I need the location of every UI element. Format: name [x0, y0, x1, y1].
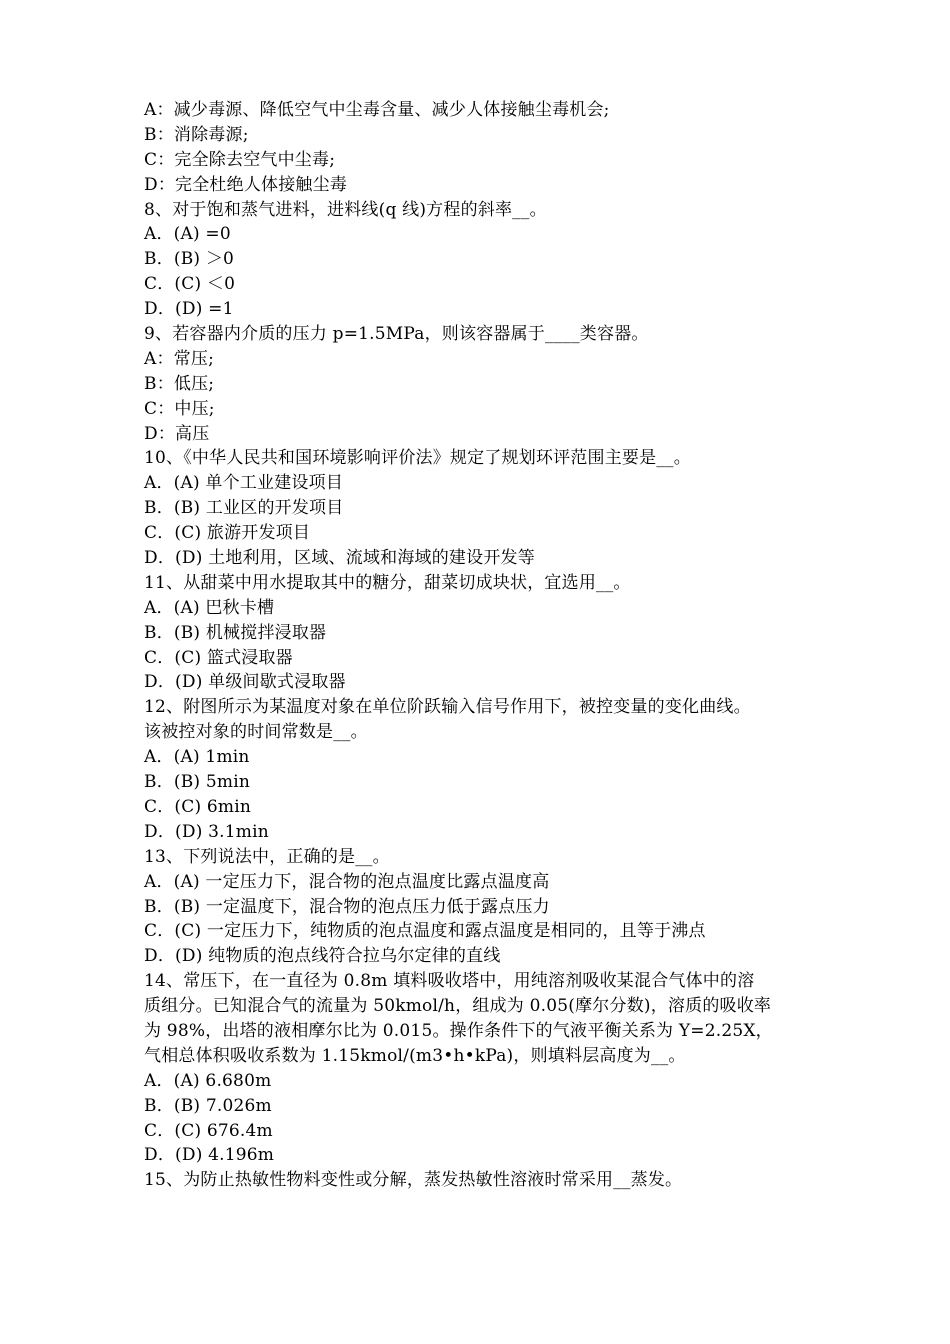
question-12-line-1: 12、附图所示为某温度对象在单位阶跃输入信号作用下，被控变量的变化曲线。	[144, 697, 751, 718]
option-11c: C．(C) 篮式浸取器	[144, 647, 293, 668]
option-13d: D．(D) 纯物质的泡点线符合拉乌尔定律的直线	[144, 946, 501, 967]
option-14a: A．(A) 6.680m	[144, 1070, 272, 1091]
option-9a: A：常压;	[144, 348, 215, 369]
option-9d: D：高压	[144, 423, 210, 444]
question-8: 8、对于饱和蒸气进料，进料线(q 线)方程的斜率__。	[144, 199, 547, 220]
option-14b: B．(B) 7.026m	[144, 1095, 272, 1116]
option-8c: C．(C) ＜0	[144, 274, 236, 295]
option-8d: D．(D) =1	[144, 299, 234, 320]
question-11: 11、从甜菜中用水提取其中的糖分，甜菜切成块状，宜选用__。	[144, 572, 631, 593]
option-11d: D．(D) 单级间歇式浸取器	[144, 672, 346, 693]
option-7c: C：完全除去空气中尘毒;	[144, 149, 336, 170]
option-7a: A：减少毒源、降低空气中尘毒含量、减少人体接触尘毒机会;	[144, 100, 610, 120]
option-11a: A．(A) 巴秋卡槽	[144, 597, 275, 618]
document-body	[144, 98, 824, 1193]
option-14d: D．(D) 4.196m	[144, 1145, 275, 1166]
question-10: 10、《中华人民共和国环境影响评价法》规定了规划环评范围主要是__。	[144, 448, 691, 469]
option-13b: B．(B) 一定温度下，混合物的泡点压力低于露点压力	[144, 896, 550, 917]
question-14-line-1: 14、常压下，在一直径为 0.8m 填料吸收塔中，用纯溶剂吸收某混合气体中的溶	[144, 971, 755, 992]
option-9c: C：中压;	[144, 398, 215, 419]
question-14-line-2: 质组分。已知混合气的流量为 50kmol/h，组成为 0.05(摩尔分数)，溶质的吸收率	[144, 996, 772, 1017]
option-10a: A．(A) 单个工业建设项目	[144, 473, 344, 494]
question-13: 13、下列说法中，正确的是__。	[144, 846, 390, 867]
option-10b: B．(B) 工业区的开发项目	[144, 498, 344, 519]
option-12d: D．(D) 3.1min	[144, 821, 269, 842]
option-7b: B：消除毒源;	[144, 124, 249, 145]
option-12b: B．(B) 5min	[144, 772, 250, 793]
question-15: 15、为防止热敏性物料变性或分解，蒸发热敏性溶液时常采用__蒸发。	[144, 1170, 683, 1191]
question-9: 9、若容器内介质的压力 p=1.5MPa，则该容器属于____类容器。	[144, 324, 649, 345]
option-7d: D：完全杜绝人体接触尘毒	[144, 174, 348, 195]
option-8a: A．(A) =0	[144, 224, 231, 245]
option-10d: D．(D) 土地利用，区域、流域和海域的建设开发等	[144, 548, 535, 569]
option-9b: B：低压;	[144, 373, 215, 394]
option-12a: A．(A) 1min	[144, 747, 250, 768]
option-13a: A．(A) 一定压力下，混合物的泡点温度比露点温度高	[144, 871, 550, 892]
question-12-line-2: 该被控对象的时间常数是__。	[144, 722, 368, 743]
option-11b: B．(B) 机械搅拌浸取器	[144, 622, 327, 643]
question-14-line-3: 为 98%，出塔的液相摩尔比为 0.015。操作条件下的气液平衡关系为 Y=2.25X，	[144, 1020, 773, 1041]
option-10c: C．(C) 旅游开发项目	[144, 523, 311, 544]
option-12c: C．(C) 6min	[144, 796, 252, 817]
option-8b: B．(B) ＞0	[144, 249, 235, 270]
option-13c: C．(C) 一定压力下，纯物质的泡点温度和露点温度是相同的，且等于沸点	[144, 921, 706, 942]
option-14c: C．(C) 676.4m	[144, 1120, 273, 1141]
question-14-line-4: 气相总体积吸收系数为 1.15kmol/(m3•h•kPa)，则填料层高度为__。	[144, 1045, 686, 1066]
